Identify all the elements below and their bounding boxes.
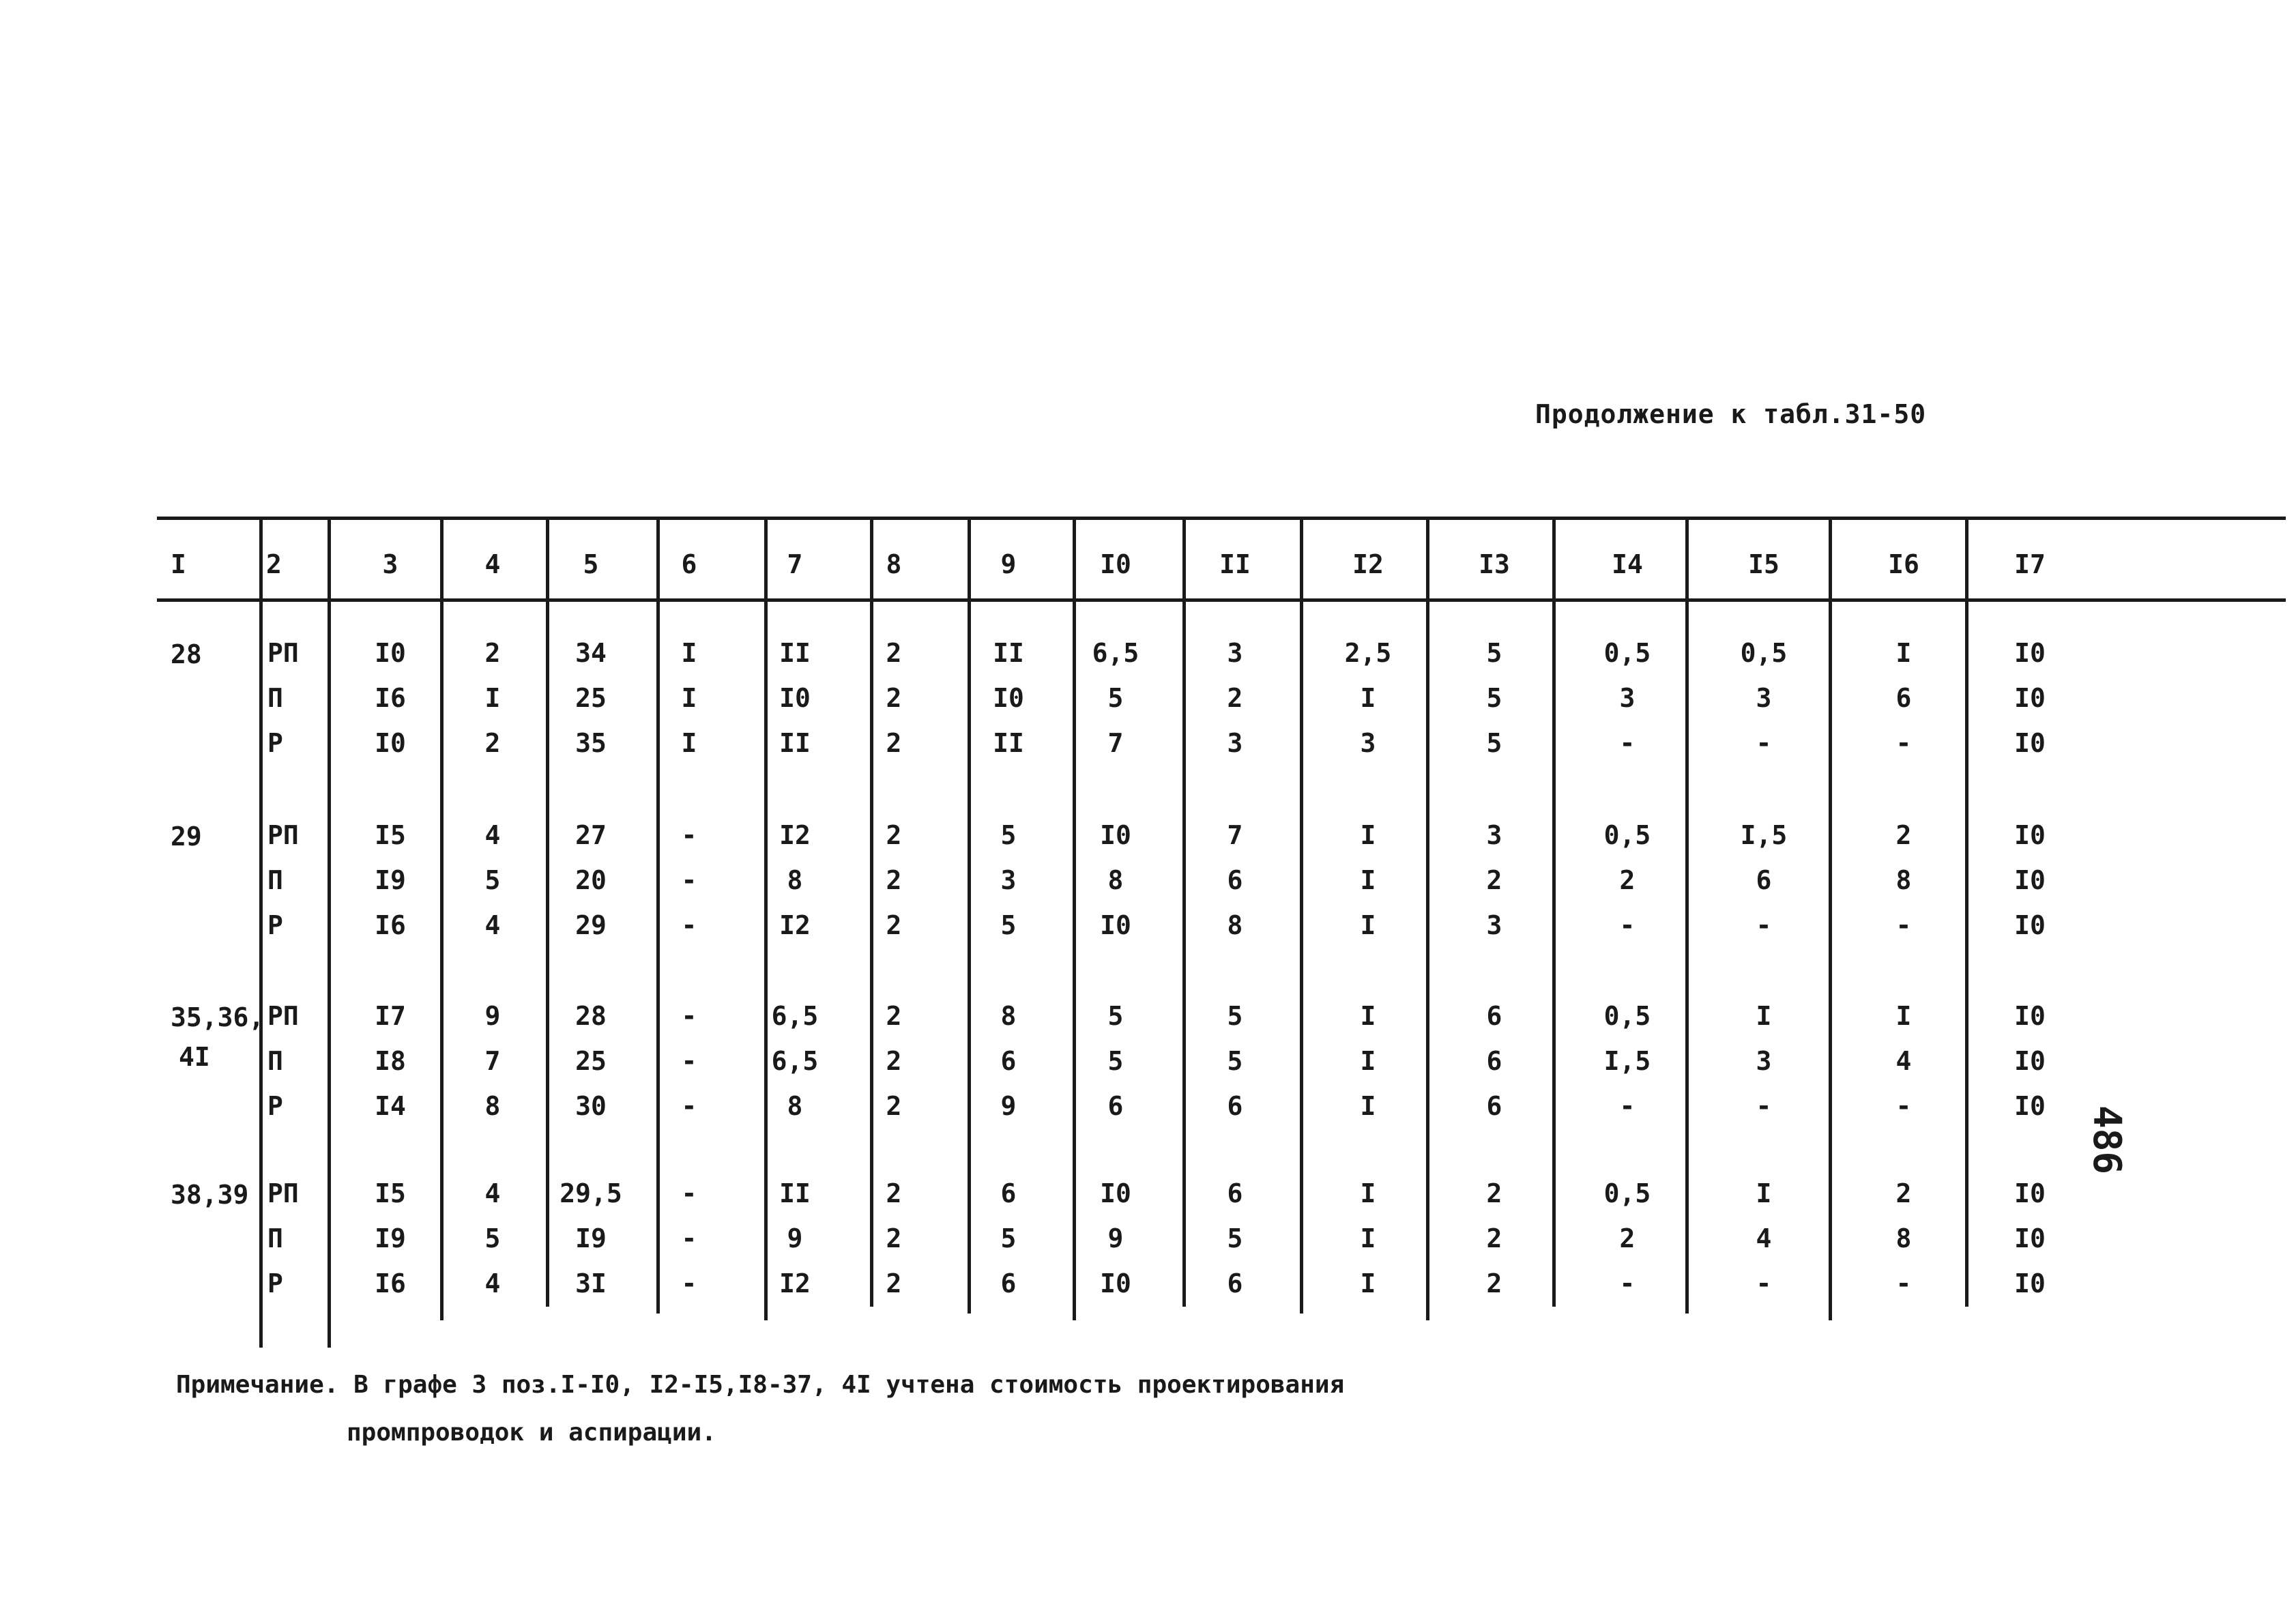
table-cell: I4 xyxy=(375,1091,406,1121)
table-cell: 0,5 xyxy=(1603,1001,1651,1031)
table-cell: 9 xyxy=(1000,1091,1017,1121)
column-divider xyxy=(259,517,263,1348)
table-cell: 3 xyxy=(1619,683,1636,713)
table-cell: 2 xyxy=(886,820,902,850)
table-cell: 5 xyxy=(1227,1001,1243,1031)
column-divider xyxy=(328,517,331,1348)
table-cell: I0 xyxy=(2014,1178,2046,1208)
row-type-label: РП xyxy=(267,638,299,668)
position-number: 38,39 xyxy=(171,1180,249,1210)
column-header-17: I7 xyxy=(2014,549,2046,579)
row-type-label: Р xyxy=(267,1268,283,1298)
column-header-5: 5 xyxy=(583,549,599,579)
table-cell: I0 xyxy=(2014,1091,2046,1121)
table-cell: 2 xyxy=(886,1223,902,1253)
row-type-label: Р xyxy=(267,1091,283,1121)
table-cell: 3 xyxy=(1756,1046,1772,1076)
table-cell: I0 xyxy=(993,683,1024,713)
table-cell: 4 xyxy=(484,910,501,940)
column-header-10: I0 xyxy=(1100,549,1131,579)
table-cell: I0 xyxy=(2014,1268,2046,1298)
table-cell: 3 xyxy=(1227,638,1243,668)
table-cell: - xyxy=(681,1046,697,1076)
table-cell: 6 xyxy=(1000,1046,1017,1076)
table-cell: - xyxy=(681,1001,697,1031)
table-cell: I0 xyxy=(1100,820,1131,850)
row-type-label: П xyxy=(267,683,283,713)
table-cell: 4 xyxy=(1756,1223,1772,1253)
table-cell: 3 xyxy=(1756,683,1772,713)
table-cell: I xyxy=(1360,1046,1376,1076)
table-cell: 2 xyxy=(484,638,501,668)
table-cell: I6 xyxy=(375,683,406,713)
table-cell: - xyxy=(1619,1091,1636,1121)
table-cell: 0,5 xyxy=(1603,1178,1651,1208)
table-cell: I xyxy=(484,683,501,713)
table-cell: II xyxy=(993,638,1024,668)
table-cell: 8 xyxy=(1895,865,1912,895)
column-divider xyxy=(1073,517,1076,1320)
table-note xyxy=(176,1361,1344,1457)
table-cell: 2 xyxy=(1895,820,1912,850)
table-cell: 5 xyxy=(484,1223,501,1253)
table-cell: I5 xyxy=(375,820,406,850)
table-cell: I xyxy=(681,683,697,713)
table-cell: I0 xyxy=(2014,910,2046,940)
position-number: 28 xyxy=(171,639,202,669)
column-divider xyxy=(1965,517,1968,1307)
table-cell: - xyxy=(1619,910,1636,940)
table-cell: 5 xyxy=(1000,910,1017,940)
column-divider xyxy=(1685,517,1689,1314)
table-cell: I xyxy=(1360,683,1376,713)
table-cell: I xyxy=(1360,865,1376,895)
table-cell: 28 xyxy=(575,1001,607,1031)
table-cell: I0 xyxy=(2014,865,2046,895)
table-cell: - xyxy=(681,1268,697,1298)
table-cell: 35 xyxy=(575,728,607,758)
table-cell: - xyxy=(1756,728,1772,758)
table-cell: I xyxy=(1360,1223,1376,1253)
table-cell: - xyxy=(1895,1268,1912,1298)
table-cell: I6 xyxy=(375,910,406,940)
column-divider xyxy=(1300,517,1303,1314)
table-cell: 5 xyxy=(1000,1223,1017,1253)
table-cell: 6 xyxy=(1227,1268,1243,1298)
column-header-15: I5 xyxy=(1748,549,1779,579)
table-cell: - xyxy=(1756,1268,1772,1298)
table-cell: 0,5 xyxy=(1740,638,1788,668)
table-cell: 2 xyxy=(886,683,902,713)
table-cell: 29,5 xyxy=(560,1178,622,1208)
column-divider xyxy=(870,517,873,1307)
table-cell: - xyxy=(681,1178,697,1208)
column-header-12: I2 xyxy=(1352,549,1384,579)
table-cell: I xyxy=(1895,638,1912,668)
row-type-label: РП xyxy=(267,820,299,850)
table-cell: I9 xyxy=(375,1223,406,1253)
table-cell: 2 xyxy=(1227,683,1243,713)
table-cell: 9 xyxy=(484,1001,501,1031)
table-cell: II xyxy=(779,728,811,758)
table-cell: 2 xyxy=(1895,1178,1912,1208)
table-cell: 7 xyxy=(484,1046,501,1076)
table-cell: 0,5 xyxy=(1603,638,1651,668)
table-cell: 2 xyxy=(1486,1178,1502,1208)
note-line-1: Примечание. В графе 3 поз.I-I0, I2-I5,I8-37, 4I учтена стоимость проектирования xyxy=(176,1371,1345,1399)
table-cell: 8 xyxy=(1227,910,1243,940)
table-cell: 2 xyxy=(886,1178,902,1208)
table-cell: 2 xyxy=(484,728,501,758)
column-divider xyxy=(656,517,660,1314)
table-cell: 6 xyxy=(1486,1001,1502,1031)
table-cell: 6,5 xyxy=(1092,638,1139,668)
table-cell: I0 xyxy=(779,683,811,713)
column-header-7: 7 xyxy=(787,549,803,579)
table-cell: I0 xyxy=(1100,910,1131,940)
position-number-line2: 4I xyxy=(179,1042,210,1072)
table-cell: - xyxy=(1756,1091,1772,1121)
table-cell: 2 xyxy=(886,1091,902,1121)
column-divider xyxy=(764,517,768,1320)
table-cell: - xyxy=(1895,910,1912,940)
table-cell: 5 xyxy=(484,865,501,895)
table-cell: I xyxy=(1360,1178,1376,1208)
column-divider xyxy=(1426,517,1429,1320)
column-header-3: 3 xyxy=(382,549,398,579)
position-number: 29 xyxy=(171,822,202,852)
note-line-2: промпроводок и аспирации. xyxy=(347,1419,716,1447)
table-cell: 6 xyxy=(1000,1178,1017,1208)
table-caption: Продолжение к табл.31-50 xyxy=(1535,399,1927,429)
table-cell: 25 xyxy=(575,683,607,713)
position-number: 35,36, xyxy=(171,1002,265,1032)
table-cell: 7 xyxy=(1107,728,1124,758)
table-cell: I0 xyxy=(1100,1178,1131,1208)
table-cell: I xyxy=(681,728,697,758)
table-cell: 6 xyxy=(1895,683,1912,713)
table-cell: 2 xyxy=(1619,1223,1636,1253)
row-type-label: Р xyxy=(267,910,283,940)
table-cell: I xyxy=(1360,1268,1376,1298)
table-cell: I xyxy=(1360,820,1376,850)
table-cell: I xyxy=(1360,910,1376,940)
table-cell: 3 xyxy=(1227,728,1243,758)
table-cell: - xyxy=(1895,728,1912,758)
table-cell: 6,5 xyxy=(771,1001,819,1031)
row-type-label: РП xyxy=(267,1178,299,1208)
table-cell: 2 xyxy=(886,910,902,940)
table-cell: II xyxy=(779,638,811,668)
table-cell: I0 xyxy=(2014,1223,2046,1253)
table-cell: 2 xyxy=(886,1046,902,1076)
table-cell: 7 xyxy=(1227,820,1243,850)
column-divider xyxy=(546,517,549,1307)
table-cell: 30 xyxy=(575,1091,607,1121)
table-cell: 27 xyxy=(575,820,607,850)
table-cell: I9 xyxy=(575,1223,607,1253)
table-cell: 5 xyxy=(1486,638,1502,668)
table-cell: I7 xyxy=(375,1001,406,1031)
table-cell: 5 xyxy=(1107,683,1124,713)
table-cell: I,5 xyxy=(1603,1046,1651,1076)
table-cell: - xyxy=(681,1091,697,1121)
table-cell: I2 xyxy=(779,910,811,940)
table-cell: 2 xyxy=(1486,1223,1502,1253)
page-number: 486 xyxy=(2084,1105,2129,1175)
table-cell: 9 xyxy=(787,1223,803,1253)
column-divider xyxy=(440,517,444,1320)
column-header-13: I3 xyxy=(1479,549,1510,579)
column-header-6: 6 xyxy=(681,549,697,579)
table-cell: 8 xyxy=(484,1091,501,1121)
table-cell: 2 xyxy=(1486,1268,1502,1298)
table-cell: 6 xyxy=(1756,865,1772,895)
table-cell: - xyxy=(681,910,697,940)
table-cell: 3I xyxy=(575,1268,607,1298)
table-cell: - xyxy=(681,1223,697,1253)
table-cell: - xyxy=(1895,1091,1912,1121)
table-cell: I xyxy=(1756,1001,1772,1031)
table-cell: I0 xyxy=(2014,1001,2046,1031)
table-cell: 6 xyxy=(1227,1091,1243,1121)
table-cell: 8 xyxy=(1000,1001,1017,1031)
table-cell: I0 xyxy=(2014,1046,2046,1076)
table-cell: I9 xyxy=(375,865,406,895)
table-cell: 4 xyxy=(484,1178,501,1208)
column-header-14: I4 xyxy=(1612,549,1643,579)
table-cell: I2 xyxy=(779,820,811,850)
table-cell: 6 xyxy=(1000,1268,1017,1298)
table-cell: 2 xyxy=(1486,865,1502,895)
table-cell: 6 xyxy=(1227,1178,1243,1208)
row-type-label: Р xyxy=(267,728,283,758)
column-header-8: 8 xyxy=(886,549,902,579)
table-cell: I5 xyxy=(375,1178,406,1208)
table-cell: 2 xyxy=(886,1001,902,1031)
table-cell: 25 xyxy=(575,1046,607,1076)
row-type-label: П xyxy=(267,1046,283,1076)
table-cell: I xyxy=(681,638,697,668)
table-cell: I2 xyxy=(779,1268,811,1298)
table-cell: 6 xyxy=(1107,1091,1124,1121)
table-cell: I0 xyxy=(2014,728,2046,758)
row-type-label: РП xyxy=(267,1001,299,1031)
table-cell: - xyxy=(1619,1268,1636,1298)
table-cell: I xyxy=(1756,1178,1772,1208)
table-cell: II xyxy=(779,1178,811,1208)
table-cell: 4 xyxy=(484,1268,501,1298)
column-header-9: 9 xyxy=(1000,549,1017,579)
column-divider xyxy=(1552,517,1556,1307)
table-cell: - xyxy=(1619,728,1636,758)
table-cell: 8 xyxy=(787,1091,803,1121)
table-cell: 2 xyxy=(886,865,902,895)
table-cell: 3 xyxy=(1486,910,1502,940)
table-cell: 3 xyxy=(1000,865,1017,895)
table-cell: 6,5 xyxy=(771,1046,819,1076)
table-cell: 3 xyxy=(1486,820,1502,850)
table-cell: 34 xyxy=(575,638,607,668)
row-type-label: П xyxy=(267,865,283,895)
table-cell: 2 xyxy=(886,728,902,758)
column-divider xyxy=(1182,517,1186,1307)
table-cell: 29 xyxy=(575,910,607,940)
table-cell: 6 xyxy=(1486,1046,1502,1076)
table-cell: I8 xyxy=(375,1046,406,1076)
table-cell: I xyxy=(1360,1091,1376,1121)
table-cell: 3 xyxy=(1360,728,1376,758)
table-cell: 4 xyxy=(484,820,501,850)
column-header-4: 4 xyxy=(484,549,501,579)
table-cell: 5 xyxy=(1486,683,1502,713)
row-type-label: П xyxy=(267,1223,283,1253)
table-cell: - xyxy=(681,820,697,850)
table-cell: 2 xyxy=(886,1268,902,1298)
table-cell: 8 xyxy=(1107,865,1124,895)
table-cell: 8 xyxy=(787,865,803,895)
table-cell: II xyxy=(993,728,1024,758)
table-cell: I0 xyxy=(2014,820,2046,850)
table-cell: 9 xyxy=(1107,1223,1124,1253)
table-cell: 6 xyxy=(1486,1091,1502,1121)
table-cell: I xyxy=(1895,1001,1912,1031)
table-cell: I0 xyxy=(375,728,406,758)
table-cell: I0 xyxy=(1100,1268,1131,1298)
table-cell: I,5 xyxy=(1740,820,1788,850)
table-cell: 5 xyxy=(1486,728,1502,758)
table-cell: 5 xyxy=(1227,1046,1243,1076)
table-cell: 0,5 xyxy=(1603,820,1651,850)
column-divider xyxy=(1829,517,1832,1320)
column-header-2: 2 xyxy=(266,549,282,579)
table-cell: 6 xyxy=(1227,865,1243,895)
table-cell: 5 xyxy=(1107,1001,1124,1031)
table-cell: 5 xyxy=(1107,1046,1124,1076)
column-header-1: I xyxy=(171,549,186,579)
table-cell: 20 xyxy=(575,865,607,895)
table-cell: 4 xyxy=(1895,1046,1912,1076)
table-cell: I0 xyxy=(375,638,406,668)
table-cell: 5 xyxy=(1000,820,1017,850)
table-cell: I xyxy=(1360,1001,1376,1031)
table-cell: 2 xyxy=(1619,865,1636,895)
column-divider xyxy=(968,517,971,1314)
table-cell: - xyxy=(681,865,697,895)
table-cell: - xyxy=(1756,910,1772,940)
table-cell: I0 xyxy=(2014,683,2046,713)
column-header-16: I6 xyxy=(1888,549,1919,579)
column-header-11: II xyxy=(1219,549,1251,579)
table-cell: 5 xyxy=(1227,1223,1243,1253)
table-cell: 2,5 xyxy=(1344,638,1392,668)
table-cell: I0 xyxy=(2014,638,2046,668)
table-cell: I6 xyxy=(375,1268,406,1298)
table-cell: 8 xyxy=(1895,1223,1912,1253)
table-cell: 2 xyxy=(886,638,902,668)
